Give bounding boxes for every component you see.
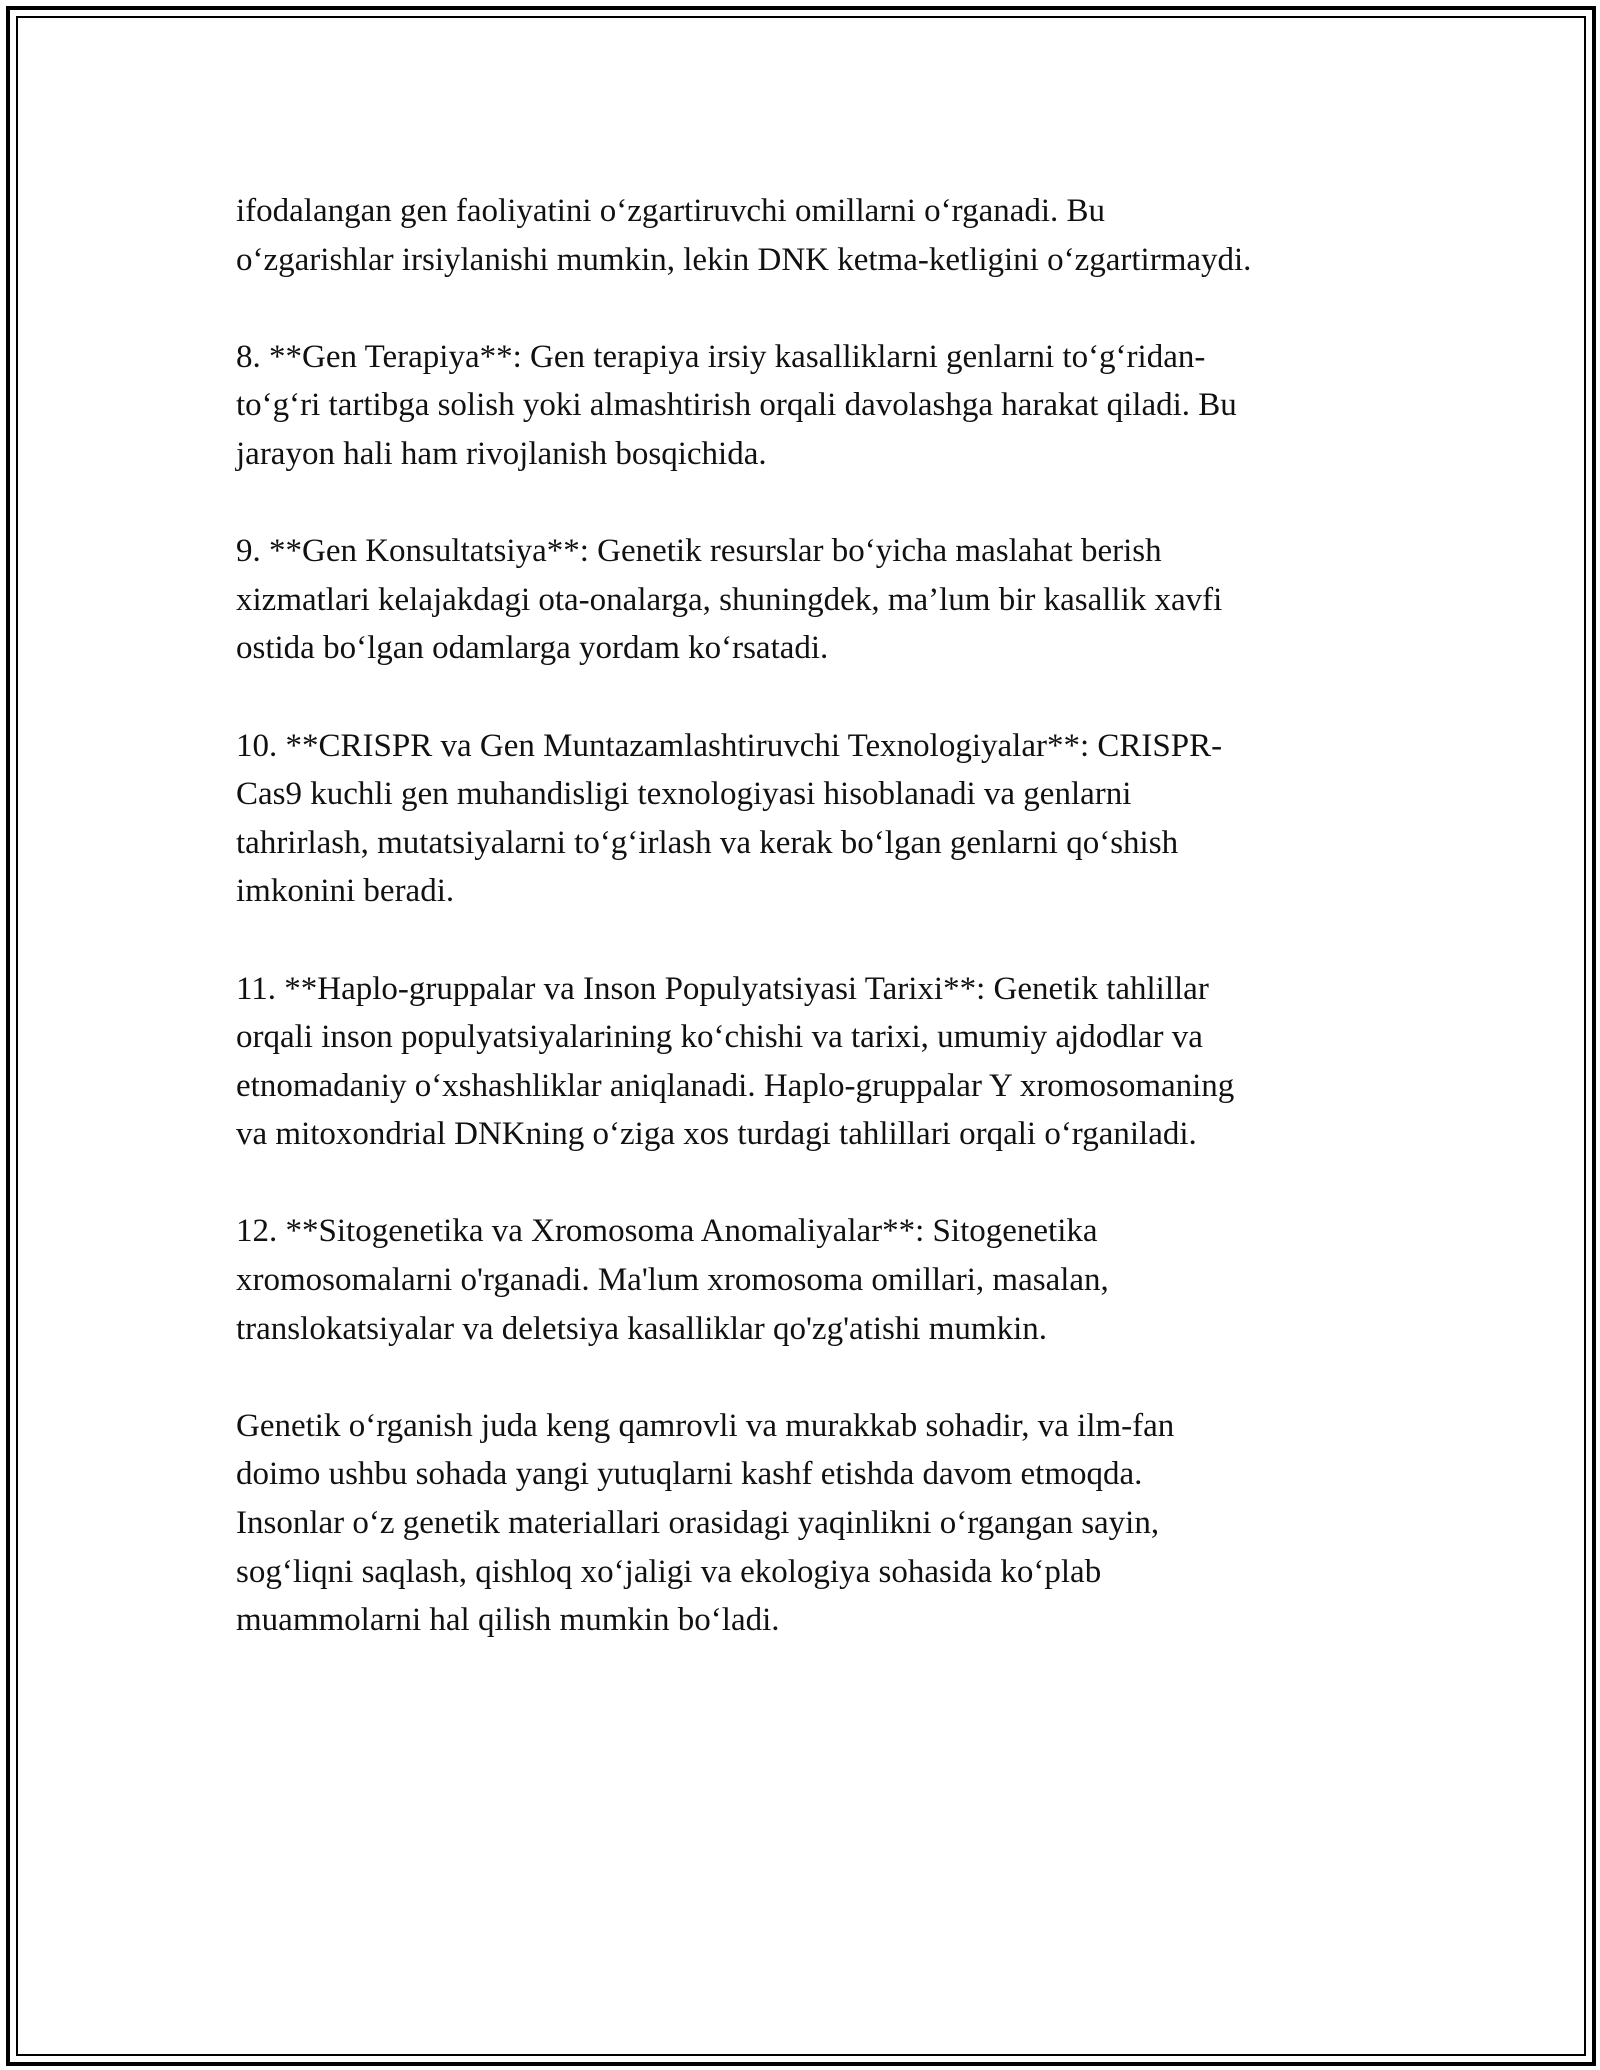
text-line: jarayon hali ham rivojlanish bosqichida. bbox=[236, 435, 767, 472]
paragraph-gen-terapiya bbox=[236, 333, 1366, 479]
text-line: imkonini beradi. bbox=[236, 873, 455, 910]
text-line: orqali inson populyatsiyalarining ko‘chishi va tarixi, umumiy ajdodlar va bbox=[236, 1019, 1203, 1056]
text-line: ostida bo‘lgan odamlarga yordam ko‘rsatadi. bbox=[236, 630, 829, 667]
text-line: xizmatlari kelajakdagi ota-onalarga, shuningdek, ma’lum bir kasallik xavfi bbox=[236, 581, 1223, 618]
text-line: xromosomalarni o'rganadi. Ma'lum xromosoma omillari, masalan, bbox=[236, 1262, 1109, 1299]
text-line: o‘zgarishlar irsiylanishi mumkin, lekin DNK ketma-ketligini o‘zgartirmaydi. bbox=[236, 241, 1252, 278]
text-line: 10. **CRISPR va Gen Muntazamlashtiruvchi Texnologiyalar**: CRISPR- bbox=[236, 727, 1223, 764]
paragraph-conclusion bbox=[236, 1402, 1366, 1645]
text-line: muammolarni hal qilish mumkin bo‘ladi. bbox=[236, 1602, 780, 1639]
paragraph-epigenetics-continuation bbox=[236, 187, 1366, 284]
text-line: etnomadaniy o‘xshashliklar aniqlanadi. Haplo-gruppalar Y xromosomaning bbox=[236, 1067, 1235, 1104]
text-line: tahrirlash, mutatsiyalarni to‘g‘irlash va kerak bo‘lgan genlarni qo‘shish bbox=[236, 824, 1179, 861]
document-body bbox=[236, 187, 1366, 1693]
text-line: translokatsiyalar va deletsiya kasalliklar qo'zg'atishi mumkin. bbox=[236, 1310, 1048, 1347]
text-line: doimo ushbu sohada yangi yutuqlarni kashf etishda davom etmoqda. bbox=[236, 1456, 1143, 1493]
text-line: Genetik o‘rganish juda keng qamrovli va murakkab sohadir, va ilm-fan bbox=[236, 1407, 1175, 1444]
text-line: 12. **Sitogenetika va Xromosoma Anomaliyalar**: Sitogenetika bbox=[236, 1213, 1098, 1250]
text-line: 11. **Haplo-gruppalar va Inson Populyatsiyasi Tarixi**: Genetik tahlillar bbox=[236, 970, 1209, 1007]
text-line: 9. **Gen Konsultatsiya**: Genetik resurslar bo‘yicha maslahat berish bbox=[236, 533, 1162, 570]
paragraph-gen-konsultatsiya bbox=[236, 527, 1366, 673]
paragraph-haplo-gruppalar bbox=[236, 965, 1366, 1159]
text-line: ifodalangan gen faoliyatini o‘zgartiruvchi omillarni o‘rganadi. Bu bbox=[236, 193, 1106, 229]
paragraph-sitogenetika bbox=[236, 1207, 1366, 1353]
text-line: Cas9 kuchli gen muhandisligi texnologiyasi hisoblanadi va genlarni bbox=[236, 776, 1132, 813]
text-line: Insonlar o‘z genetik materiallari orasidagi yaqinlikni o‘rgangan sayin, bbox=[236, 1505, 1160, 1542]
paragraph-crispr bbox=[236, 722, 1366, 916]
text-line: to‘g‘ri tartibga solish yoki almashtirish orqali davolashga harakat qiladi. Bu bbox=[236, 387, 1237, 424]
text-line: sog‘liqni saqlash, qishloq xo‘jaligi va ekologiya sohasida ko‘plab bbox=[236, 1553, 1102, 1590]
text-line: va mitoxondrial DNKning o‘ziga xos turdagi tahlillari orqali o‘rganiladi. bbox=[236, 1116, 1197, 1153]
text-line: 8. **Gen Terapiya**: Gen terapiya irsiy kasalliklarni genlarni to‘g‘ridan- bbox=[236, 338, 1206, 375]
